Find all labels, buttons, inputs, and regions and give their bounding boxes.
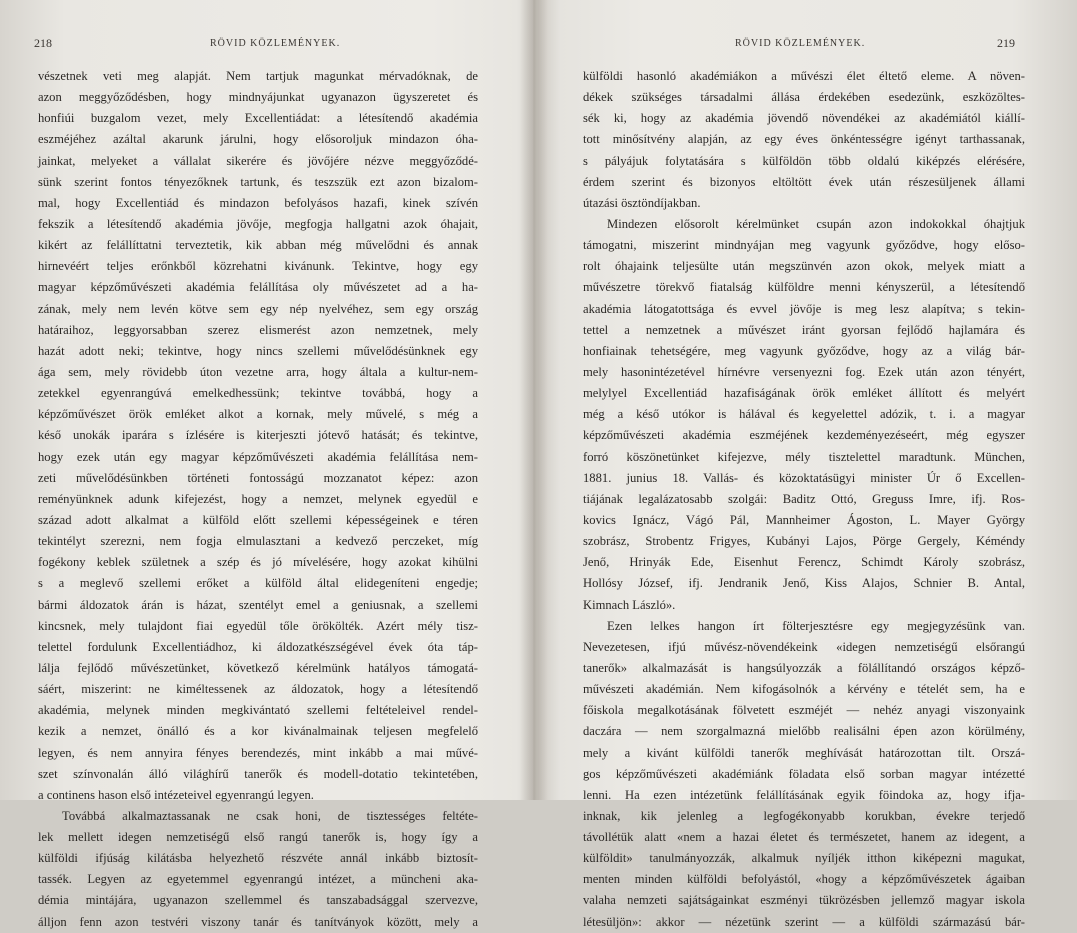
page-number: 218 bbox=[34, 36, 52, 50]
text-line: hogy ezek után egy magyar képzőművészeti akadémia felállítása nem- bbox=[38, 449, 478, 464]
text-line: Hollósy József, ifj. Jendranik Jenő, Kiss Alajos, Schnier B. Antal, bbox=[583, 576, 1025, 591]
right-page bbox=[545, 0, 1077, 929]
text-line: mely a kivánt külföldi tanerők meghívását határozottan tilt. Orszá- bbox=[583, 745, 1025, 760]
text-line: telettel fordulunk Excellentiádhoz, ki áldozatkészségével évek óta táp- bbox=[38, 639, 478, 654]
body-text bbox=[38, 66, 478, 933]
text-line: Továbbá alkalmaztassanak ne csak honi, de tisztességes feltéte- bbox=[62, 808, 478, 823]
text-line: bármi áldozatok árán is házat, szentélyt emel a geniusnak, a szellemi bbox=[38, 597, 478, 612]
text-line: magyar képzőművészeti akadémia felállítása oly művészetet ad a ha- bbox=[38, 280, 478, 295]
text-line: Nevezetesen, ifjú művész-növendékeink «idegen nemzetiségű elsőrangú bbox=[583, 639, 1025, 654]
text-line: tanerők» alkalmazását is hangsúlyozzák a fölállítandó országos képző- bbox=[583, 660, 1025, 675]
text-line: honfiainak tehetségére, meg vagyunk győződve, hogy az a világ bár- bbox=[583, 343, 1025, 358]
text-line: kovics Ignácz, Vágó Pál, Mannheimer Ágoston, L. Mayer György bbox=[583, 512, 1025, 527]
text-line: határaihoz, leggyorsabban szerez elismerést azon nemzetnek, mely bbox=[38, 322, 478, 337]
text-line: sék ki, hogy az akadémia jövendő növendékei az akadémiától kiállí- bbox=[583, 111, 1025, 126]
text-line: inknak, kik jelenleg a legfogékonyabb korukban, évekre terjedő bbox=[583, 808, 1025, 823]
text-line: késő unokák iparára s ízlésére is kiterjeszti jótevő hatását; és tekintve, bbox=[38, 428, 478, 443]
text-line: honfiúi buzgalom vezet, mely Excellentiádat: a létesítendő akadémia bbox=[38, 111, 478, 126]
text-line: lenni. Ha ezen intézetünk felállításának egyik föindoka az, hogy ifja- bbox=[583, 787, 1025, 802]
running-head: RÖVID KÖZLEMÉNYEK. bbox=[735, 38, 866, 49]
text-line: tott minősítvény alapján, az egy éves önkéntességre igényt tarthassanak, bbox=[583, 132, 1025, 147]
text-line: tettel a nemzetnek a művészet iránt gyorsan fejlődő hajlamára és bbox=[583, 322, 1025, 337]
text-line: távollétük alatt «nem a hazai életet és természetet, hanem az idegent, a bbox=[583, 830, 1025, 845]
text-line: Kimnach László». bbox=[583, 597, 676, 612]
text-line: külföldit» tanulmányozzák, alkalmuk nyíljék itthon kiképezni magukat, bbox=[583, 851, 1025, 866]
text-line: külföldi hasonló akadémiákon a művészi élet éltető eleme. A növen- bbox=[583, 69, 1025, 83]
text-line: s pályájuk folytatására s külföldön több oldalú kiképzés elérésére, bbox=[583, 153, 1025, 168]
text-line: dékek szükséges társadalmi állása érdekében esedezünk, eszközöltes- bbox=[583, 90, 1025, 105]
text-line: vészetnek veti meg alapját. Nem tartjuk magunkat mérvadóknak, de bbox=[38, 69, 478, 83]
text-line: szet színvonalán álló világhírű tanerők és modell-dotatio tekintetében, bbox=[38, 766, 478, 781]
text-line: támogatni, miszerint mindnyájan meg vagyunk győződve, hogy előso- bbox=[583, 238, 1025, 253]
text-line: sáért, miszerint: ne kiméltessenek az áldozatok, hogy a létesítendő bbox=[38, 682, 478, 697]
text-line: álljon fenn azon testvéri viszony tanár és tanítványok között, mely a bbox=[38, 914, 478, 929]
text-line: forró köszönetünket kifejezve, mély tisztelettel maradtunk. München, bbox=[583, 449, 1025, 464]
text-line: mely hasonintézetével hírnévre versenyezni fog. Ezek után azon tényért, bbox=[583, 364, 1025, 379]
text-line: rolt óhajaink teljesülte után megszünvén azon okok, melyek miatt a bbox=[583, 259, 1025, 274]
text-line: eszméjéhez azáltal akarunk járulni, hogy elősoroljuk mindazon óha- bbox=[38, 132, 478, 147]
text-line: művészetre törekvő fiatalság külföldre menni kényszerül, a létesítendő bbox=[583, 280, 1025, 295]
body-text bbox=[583, 66, 1025, 933]
left-page bbox=[0, 0, 530, 929]
text-line: daczára — nem szorgalmazná mielőbb realisálni épen azon körülmény, bbox=[583, 724, 1025, 739]
text-line: zának, mely nem levén kötve sem egy nép nyelvéhez, sem egy ország bbox=[38, 301, 478, 316]
text-line: valaha nemzeti sajátságainkat eszményi tükrözésben jellemző magyar iskola bbox=[583, 893, 1025, 908]
text-line: Mindezen elősorolt kérelmünket csupán azon indokokkal óhajtjuk bbox=[607, 216, 1025, 231]
text-line: a continens hason első intézeteivel egyenrangú legyen. bbox=[38, 787, 314, 802]
text-line: művészeti akadémián. Nem kifogásolnók a kérvény e tételét sem, ha e bbox=[583, 682, 1025, 697]
text-line: főiskola megalkotásának fölvetett eszméjét — nehéz anyagi viszonyaink bbox=[583, 703, 1025, 718]
text-line: kincsnek, mely tulajdont fiai egyedül tőle örökölték. Azért mély tisz- bbox=[38, 618, 478, 633]
text-line: 1881. junius 18. Vallás- és közoktatásügyi minister Úr ő Excellen- bbox=[583, 470, 1025, 485]
text-line: akadémia látogatottsága és evvel jövője is meg lesz alapítva; s tekin- bbox=[583, 301, 1025, 316]
text-line: akadémia, melynek minden megkivántató szellemi feltételeivel rendel- bbox=[38, 703, 478, 718]
text-line: hirnevéért teljes erőnkből közrehatni kivánunk. Tekintve, hogy egy bbox=[38, 259, 478, 274]
text-line: külföldi ifjúság kilátásba helyezhető részvéte annál inkább biztosít- bbox=[38, 851, 478, 866]
text-line: zetekkel egyenrangúvá emelkedhessünk; tekintve továbbá, hogy a bbox=[38, 386, 478, 401]
text-line: tiájának legalázatosabb szolgái: Baditz Ottó, Greguss Imre, ifj. Ros- bbox=[583, 491, 1025, 506]
text-line: tassék. Legyen az egyetemmel egyenrangú intézet, a müncheni aka- bbox=[38, 872, 478, 887]
text-line: kikért az felállíttatni terveztetik, kik abban még művelődni és annak bbox=[38, 238, 478, 253]
text-line: démia mintájára, ugyanazon szellemmel és tanszabadsággal szervezve, bbox=[38, 893, 478, 908]
text-line: létesüljön»: akkor — nézetünk szerint — a külföldi származású bár- bbox=[583, 914, 1025, 929]
text-line: gos képzőművészeti akadémiánk föladata első sorban magyar intézetté bbox=[583, 766, 1025, 781]
text-line: érdem szerint és bizonyos eltöltött évek után részesüljenek állami bbox=[583, 174, 1025, 189]
text-line: jainkat, melyeket a vállalat sikerére és jövőjére nézve meggyőződé- bbox=[38, 153, 478, 168]
text-line: legyen, és nem annyira fényes berendezés, mint inkább a mai művé- bbox=[38, 745, 478, 760]
text-line: mal, hogy Excellentiád és mindazon befolyásos hazafi, kinek szívén bbox=[38, 195, 478, 210]
text-line: s a meglevő szellemi erőket a külföld által elidegeníteni engedje; bbox=[38, 576, 478, 591]
text-line: lálja fejlődő művészetünket, következő kérelmünk hatályos támogatá- bbox=[38, 660, 478, 675]
text-line: sünk szerint fontos tényezőknek tartunk, és teszszük ezt azon bizalom- bbox=[38, 174, 478, 189]
text-line: Jenő, Hrinyák Ede, Eisenhut Ferencz, Schimdt Károly szobrász, bbox=[583, 555, 1025, 570]
text-line: még a késő utókor is hálával és kegyelettel adózik, t. i. a magyar bbox=[583, 407, 1025, 422]
page-number: 219 bbox=[997, 36, 1015, 50]
running-head: RÖVID KÖZLEMÉNYEK. bbox=[210, 38, 341, 49]
text-line: század adott alkalmat a külföld előtt szellemi képességeinek e téren bbox=[38, 512, 478, 527]
text-line: szobrász, Strobentz Frigyes, Kubányi Lajos, Pörge Gergely, Kéméndy bbox=[583, 534, 1025, 549]
text-line: fogékony keblek születnek a szép és jó mívelésére, hogy azokat kihülni bbox=[38, 555, 478, 570]
text-line: melylyel Excellentiád hazafiságának örök emléket állított és melyért bbox=[583, 386, 1025, 401]
text-line: képzőművészeti akadémia eszméjének kezdeményezéseért, még egyszer bbox=[583, 428, 1025, 443]
text-line: hazát adott neki; tekintve, hogy nincs szellemi művelődésünknek egy bbox=[38, 343, 478, 358]
text-line: képzőművészet örök emléket alkot a kornak, mely művelé, s még a bbox=[38, 407, 478, 422]
text-line: lek mellett idegen nemzetiségű első rangú tanerők is, hogy így a bbox=[38, 830, 478, 845]
text-line: zeti művelődésünkben történeti fontosságú mozzanatot képez: azon bbox=[38, 470, 478, 485]
text-line: azon meggyőződésben, hogy mindnyájunkat ugyanazon ügyszeretet és bbox=[38, 90, 478, 105]
text-line: fekszik a létesítendő akadémia jövője, megfogja hallgatni azok óhajait, bbox=[38, 216, 478, 231]
text-line: menten minden külföldi befolyástól, «hogy a képzőművészetek ágaiban bbox=[583, 872, 1025, 887]
text-line: reményünknek adunk kifejezést, hogy a nemzet, melynek egyedül e bbox=[38, 491, 478, 506]
text-line: Ezen lelkes hangon írt fölterjesztésre egy megjegyzésünk van. bbox=[607, 618, 1025, 633]
text-line: tekintélyt szerezni, nem fogja elmulasztani a kedvező perczeket, míg bbox=[38, 534, 478, 549]
text-line: ága sem, mely rövidebb úton vezetne arra, hogy általa a kultur-nem- bbox=[38, 364, 478, 379]
text-line: kezik a nemzet, önálló és a kor kivánalmainak teljesen megfelelő bbox=[38, 724, 478, 739]
text-line: útazási ösztöndíjakban. bbox=[583, 195, 701, 210]
